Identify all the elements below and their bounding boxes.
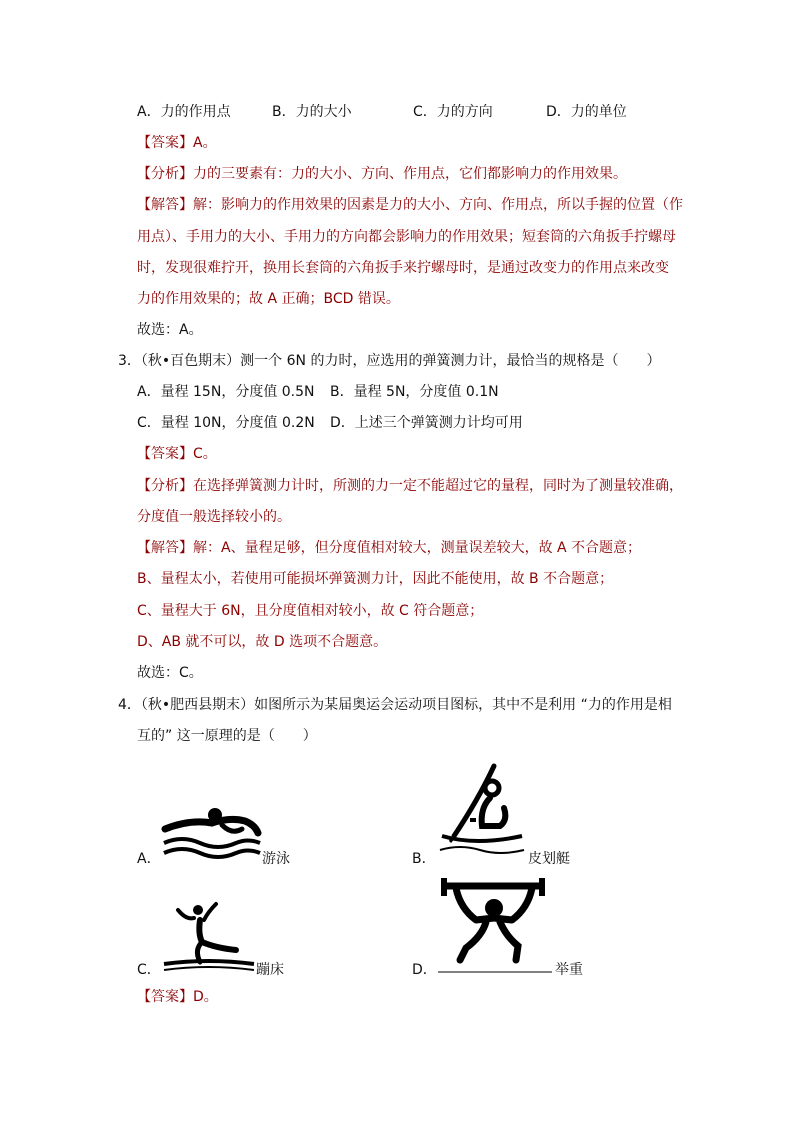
q4-option-a-label: 游泳 bbox=[262, 851, 290, 867]
answer-value: A。 bbox=[193, 135, 217, 151]
solution-tag: 【解答】 bbox=[137, 540, 193, 556]
solution-tag: 【解答】 bbox=[137, 197, 193, 213]
q4-option-d-letter: D． bbox=[412, 962, 437, 978]
answer-tag: 【答案】 bbox=[137, 989, 193, 1005]
trampoline-icon bbox=[158, 898, 258, 978]
q4-option-b-label: 皮划艇 bbox=[528, 851, 570, 867]
q3-option-a: A．量程 15N，分度值 0.5N bbox=[137, 384, 315, 400]
solution-text: 解：影响力的作用效果的因素是力的大小、方向、作用点，所以手握的位置（作 bbox=[193, 197, 683, 213]
q4-option-c-label: 蹦床 bbox=[256, 962, 284, 978]
answer-value: C。 bbox=[193, 446, 217, 462]
answer-tag: 【答案】 bbox=[137, 446, 193, 462]
answer-tag: 【答案】 bbox=[137, 135, 193, 151]
swimming-icon bbox=[160, 805, 262, 865]
q3-answer bbox=[137, 444, 217, 464]
weightlifting-icon bbox=[436, 876, 554, 976]
analysis-text: 力的三要素有：力的大小、方向、作用点，它们都影响力的作用效果。 bbox=[193, 166, 627, 182]
q3-analysis-line-1 bbox=[137, 476, 683, 496]
q4-stem-line-2: 互的” 这一原理的是（ ） bbox=[137, 728, 317, 744]
q3-analysis-line-2: 分度值一般选择较小的。 bbox=[137, 509, 291, 525]
q2-option-b: B．力的大小 bbox=[272, 104, 352, 120]
q2-analysis bbox=[137, 164, 627, 184]
solution-text: 解：A、量程足够，但分度值相对较大，测量误差较大，故 A 不合题意； bbox=[193, 540, 642, 556]
q4-stem-line-1: 4．（秋•肥西县期末）如图所示为某届奥运会运动项目图标，其中不是利用 “力的作用是相 bbox=[118, 697, 672, 713]
q3-option-c: C．量程 10N，分度值 0.2N bbox=[137, 415, 315, 431]
answer-value: D。 bbox=[193, 989, 218, 1005]
q3-solution-line-2: B、量程太小，若使用可能损坏弹簧测力计，因此不能使用，故 B 不合题意； bbox=[137, 571, 614, 587]
q2-answer bbox=[137, 133, 217, 153]
q2-option-d: D．力的单位 bbox=[546, 104, 627, 120]
q2-option-a: A．力的作用点 bbox=[137, 104, 231, 120]
q3-option-b: B．量程 5N，分度值 0.1N bbox=[330, 384, 499, 400]
q2-option-c: C．力的方向 bbox=[413, 104, 493, 120]
canoe-icon bbox=[436, 760, 528, 865]
q4-option-b-letter: B． bbox=[412, 851, 436, 867]
q4-answer bbox=[137, 987, 218, 1007]
analysis-tag: 【分析】 bbox=[137, 478, 193, 494]
q3-stem: 3．（秋•百色期末）测一个 6N 的力时，应选用的弹簧测力计，最恰当的规格是（ ） bbox=[118, 353, 661, 369]
q2-solution-line-3: 时，发现很难拧开，换用长套筒的六角扳手来拧螺母时，是通过改变力的作用点来改变 bbox=[137, 260, 669, 276]
q4-option-d-label: 举重 bbox=[555, 962, 583, 978]
q2-solution-line-2: 用点）、手用力的大小、手用力的方向都会影响力的作用效果；短套筒的六角扳手拧螺母 bbox=[137, 229, 676, 245]
q3-solution-line-1 bbox=[137, 538, 641, 558]
q3-choose: 故选：C。 bbox=[137, 665, 203, 681]
q2-solution-line-4: 力的作用效果的；故 A 正确；BCD 错误。 bbox=[137, 291, 400, 307]
q2-solution-line-1 bbox=[137, 195, 683, 215]
q2-choose: 故选：A。 bbox=[137, 322, 203, 338]
q4-option-c-letter: C． bbox=[137, 962, 161, 978]
q3-solution-line-3: C、量程大于 6N，且分度值相对较小，故 C 符合题意； bbox=[137, 603, 484, 619]
q4-option-a-letter: A． bbox=[137, 851, 161, 867]
q3-option-d: D．上述三个弹簧测力计均可用 bbox=[330, 415, 523, 431]
q3-solution-line-4: D、AB 就不可以，故 D 选项不合题意。 bbox=[137, 634, 388, 650]
analysis-text: 在选择弹簧测力计时，所测的力一定不能超过它的量程，同时为了测量较准确， bbox=[193, 478, 683, 494]
analysis-tag: 【分析】 bbox=[137, 166, 193, 182]
